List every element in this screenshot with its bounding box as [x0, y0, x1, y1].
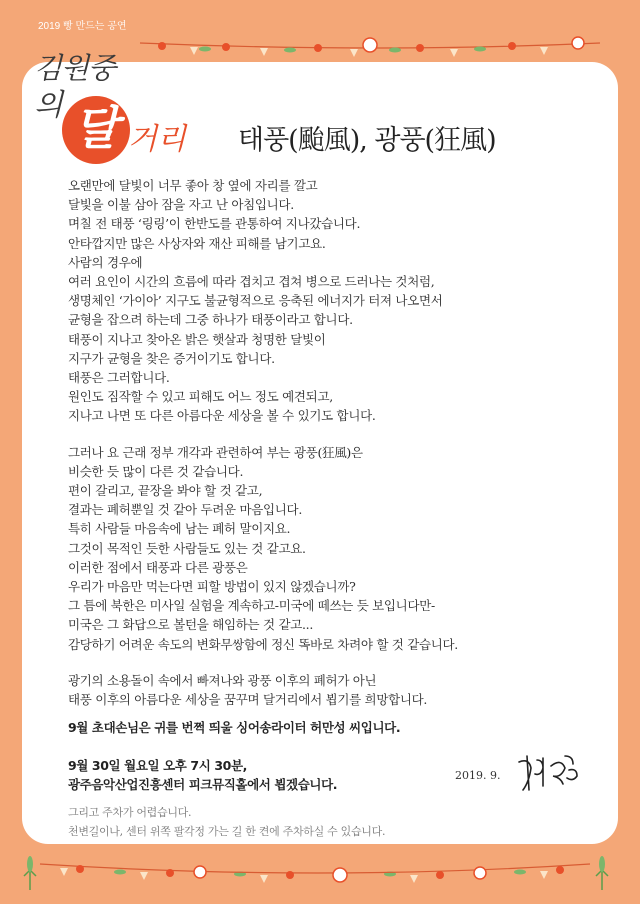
text-line: 미국은 그 화답으로 볼턴을 해임하는 것 같고... [68, 617, 314, 633]
text-line: 태풍은 그러합니다. [68, 370, 170, 386]
text-line: 이러한 점에서 태풍과 다른 광풍은 [68, 559, 248, 575]
text-line: 안타깝지만 많은 사상자와 재산 피해를 남기고요. [68, 235, 326, 251]
text-line: 균형을 잡으려 하는데 그중 하나가 태풍이라고 합니다. [68, 312, 353, 328]
text-line: 지구가 균형을 찾은 증거이기도 합니다. [68, 350, 275, 366]
text-line: 여러 요인이 시간의 흐름에 따라 겹치고 겹쳐 병으로 드러나는 것처럼, [68, 274, 435, 290]
text-line: 우리가 마음만 먹는다면 피할 방법이 있지 않겠습니까? [68, 579, 356, 595]
text-line: 그 틈에 북한은 미사일 실험을 계속하고-미국에 떼쓰는 듯 보입니다만- [68, 598, 435, 614]
guest-notice [68, 718, 588, 737]
text-line: 특히 사람들 마음속에 남는 폐허 말이지요. [68, 521, 291, 537]
bottom-garland-decoration [0, 842, 640, 892]
text-line: 사람의 경우에 [68, 254, 143, 270]
text-line: 태풍 이후의 아름다운 세상을 꿈꾸며 달거리에서 뵙기를 희망합니다. [68, 692, 428, 708]
logo-particle: 의 [34, 88, 63, 123]
text-line: 달빛을 이불 삼아 잠을 자고 난 아침입니다. [68, 197, 294, 213]
logo-name: 김원중 [34, 51, 116, 85]
text-line: 편이 갈리고, 끝장을 봐야 할 것 같고, [68, 483, 263, 499]
text-line: 비슷한 듯 많이 다른 것 같습니다. [68, 463, 244, 479]
parking-line: 그리고 주차가 어렵습니다. [68, 806, 192, 819]
text-line: 감당하기 어려운 속도의 변화무쌍함에 정신 똑바로 차려야 할 것 같습니다. [68, 636, 458, 652]
paragraph-1 [68, 176, 598, 426]
letter-body [68, 176, 598, 709]
event-label: 2019 빵 만드는 공연 [38, 21, 127, 32]
signature [513, 748, 583, 794]
text-line: 원인도 짐작할 수 있고 피해도 어느 정도 예견되고, [68, 389, 333, 405]
paragraph-3 [68, 671, 598, 709]
guest-line: 9월 초대손님은 귀를 번쩍 띄울 싱어송라이터 허만성 씨입니다. [68, 720, 401, 735]
text-line: 생명체인 ‘가이아’ 지구도 불균형적으로 응축된 에너지가 터져 나오면서 [68, 293, 443, 309]
page-title: 태풍(颱風), 광풍(狂風) [238, 125, 496, 156]
logo-suffix: 거리 [128, 122, 186, 157]
text-line: 태풍이 지나고 찾아온 밝은 햇살과 청명한 달빛이 [68, 331, 326, 347]
paragraph-2 [68, 443, 598, 654]
venue-line: 광주음악산업진흥센터 피크뮤직홀에서 뵙겠습니다. [68, 777, 338, 792]
parking-notice [68, 803, 385, 841]
text-line: 그러나 요 근래 정부 개각과 관련하여 부는 광풍(狂風)은 [68, 444, 363, 460]
letter-date: 2019. 9. [455, 769, 501, 782]
text-line: 며칠 전 태풍 ‘링링’이 한반도를 관통하여 지나갔습니다. [68, 216, 361, 232]
parking-line: 천변길이나, 센터 위쪽 팔각정 가는 길 한 켠에 주차하실 수 있습니다. [68, 825, 386, 838]
text-line: 광기의 소용돌이 속에서 빠져나와 광풍 이후의 폐허가 아닌 [68, 672, 377, 688]
schedule-line: 9월 30일 월요일 오후 7시 30분, [68, 758, 247, 773]
text-line: 그것이 목적인 듯한 사람들도 있는 것 같고요. [68, 540, 306, 556]
text-line: 결과는 폐허뿐일 것 같아 두려운 마음입니다. [68, 502, 302, 518]
text-line: 지나고 나면 또 다른 아름다운 세상을 볼 수 있기도 합니다. [68, 408, 376, 424]
text-line: 오랜만에 달빛이 너무 좋아 창 옆에 자리를 깔고 [68, 178, 318, 193]
logo-highlight: 달 [73, 101, 119, 155]
schedule-notice [68, 756, 588, 794]
